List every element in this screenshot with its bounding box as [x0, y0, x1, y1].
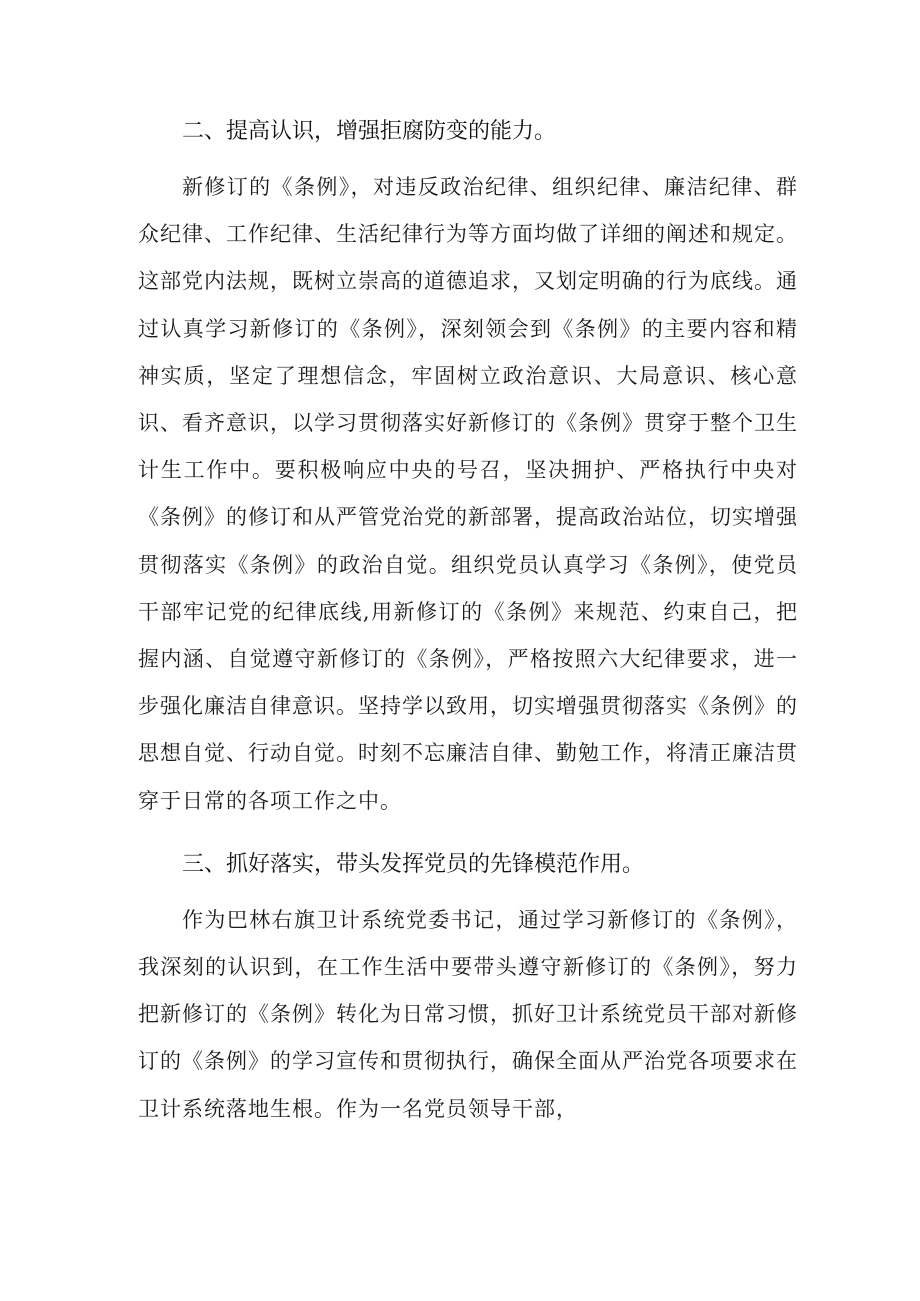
- section-paragraph-2: 新修订的《条例》，对违反政治纪律、组织纪律、廉洁纪律、群众纪律、工作纪律、生活纪律行为等方面均做了详细的阐述和规定。这部党内法规，既树立崇高的道德追求，又划定明确的行为底线。通过认真学习新修订的《条例》，深刻领会到《条例》的主要内容和精神实质，坚定了理想信念，牢固树立政治意识、大局意识、核心意识、看齐意识，以学习贯彻落实好新修订的《条例》贯穿于整个卫生计生工作中。要积极响应中央的号召，坚决拥护、严格执行中央对《条例》的修订和从严管党治党的新部署，提高政治站位，切实增强贯彻落实《条例》的政治自觉。组织党员认真学习《条例》，使党员干部牢记党的纪律底线,用新修订的《条例》来规范、约束自己，把握内涵、自觉遵守新修订的《条例》，严格按照六大纪律要求，进一步强化廉洁自律意识。坚持学以致用，切实增强贯彻落实《条例》的思想自觉、行动自觉。时刻不忘廉洁自律、勤勉工作，将清正廉洁贯穿于日常的各项工作之中。: [138, 175, 798, 813]
- section-paragraph-3: 作为巴林右旗卫计系统党委书记，通过学习新修订的《条例》，我深刻的认识到，在工作生活中要带头遵守新修订的《条例》，努力把新修订的《条例》转化为日常习惯，抓好卫计系统党员干部对新修订的《条例》的学习宣传和贯彻执行，确保全面从严治党各项要求在卫计系统落地生根。作为一名党员领导干部，: [138, 907, 798, 1121]
- spacer: [138, 887, 798, 897]
- document-body: [138, 110, 798, 1133]
- spacer: [138, 825, 798, 843]
- section-heading-3: 三、抓好落实，带头发挥党员的先锋模范作用。: [182, 851, 645, 877]
- spacer: [138, 154, 798, 164]
- section-heading-2: 二、提高认识，增强拒腐防变的能力。: [182, 119, 557, 144]
